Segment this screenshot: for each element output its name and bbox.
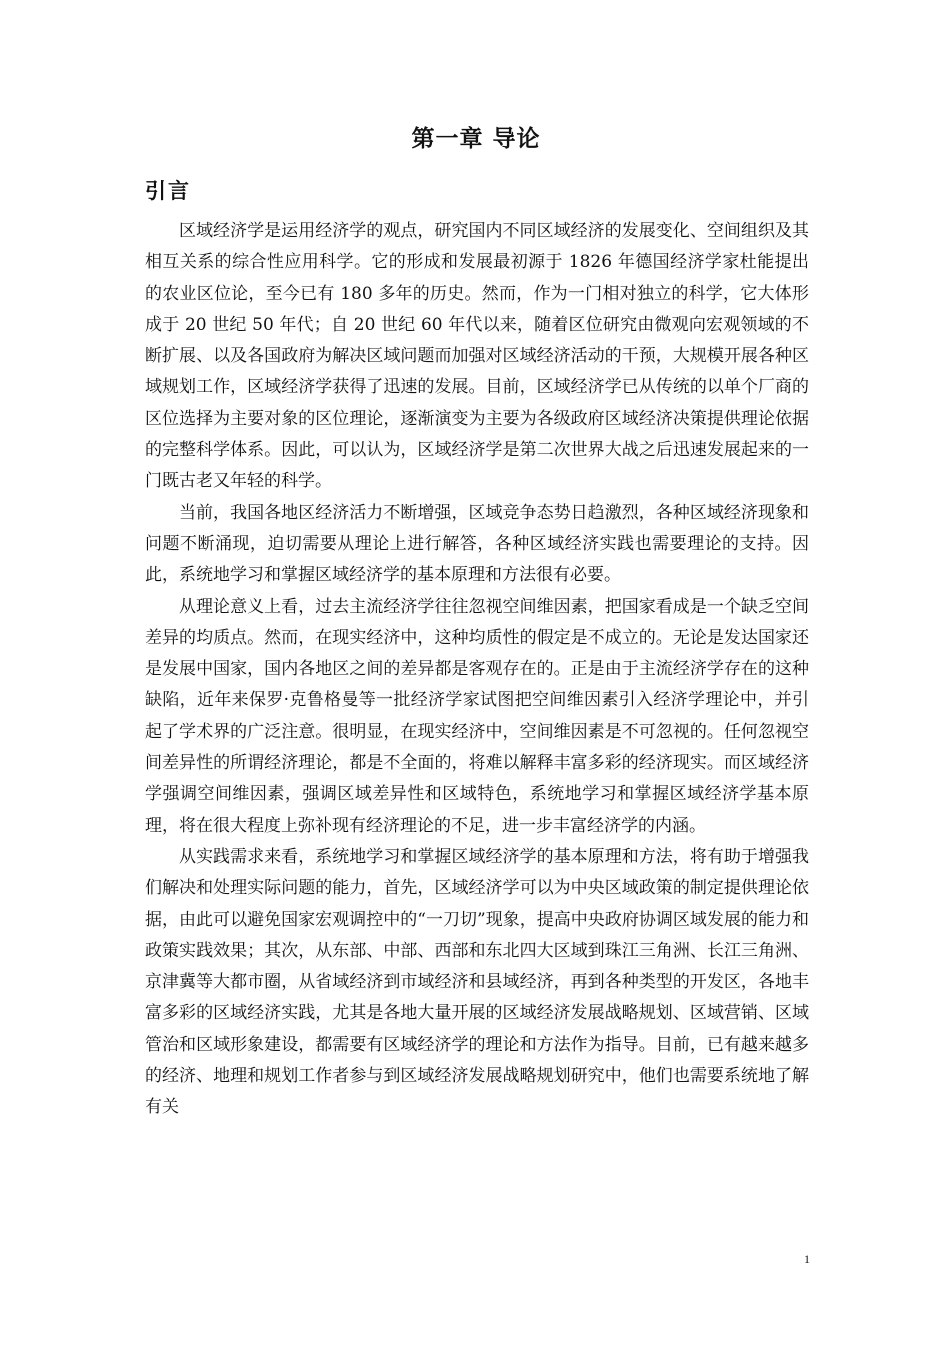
paragraph-practical-demand: 从实践需求来看，系统地学习和掌握区域经济学的基本原理和方法，将有助于增强我们解决和处理实际问题的能力，首先，区域经济学可以为中央区域政策的制定提供理论依据，由此可以避免国家宏观调控中的“一刀切”现象，提高中央政府协调区域发展的能力和政策实践效果；其次，从东部、中部、西部和东北四大区域到珠江三角洲、长江三角洲、京津冀等大都市圈，从省域经济到市域经济和县域经济，再到各种类型的开发区，各地丰富多彩的区域经济实践，尤其是各地大量开展的区域经济发展战略规划、区域营销、区域管治和区域形象建设，都需要有区域经济学的理论和方法作为指导。目前，已有越来越多的经济、地理和规划工作者参与到区域经济发展战略规划研究中，他们也需要系统地了解有关 — [145, 846, 809, 1118]
paragraph-intro: 区域经济学是运用经济学的观点，研究国内不同区域经济的发展变化、空间组织及其相互关系的综合性应用科学。它的形成和发展最初源于 1826 年德国经济学家杜能提出的农业区位论，至今已有 180 多年的历史。然而，作为一门相对独立的科学，它大体形成于 20 世纪 50 年代；自 20 世纪 60 年代以来，随着区位研究由微观向宏观领域的不断扩展、以及各国政府为解决区域问题而加强对区域经济活动的干预，大规模开展各种区域规划工作，区域经济学获得了迅速的发展。目前，区域经济学已从传统的以单个厂商的区位选择为主要对象的区位理论，逐渐演变为主要为各级政府区域经济决策提供理论依据的完整科学体系。因此，可以认为，区域经济学是第二次世界大战之后迅速发展起来的一门既古老又年轻的科学。 — [145, 221, 809, 492]
paragraph-theoretical-significance: 从理论意义上看，过去主流经济学往往忽视空间维因素，把国家看成是一个缺乏空间差异的均质点。然而，在现实经济中，这种均质性的假定是不成立的。无论是发达国家还是发展中国家，国内各地区之间的差异都是客观存在的。正是由于主流经济学存在的这种缺陷，近年来保罗·克鲁格曼等一批经济学家试图把空间维因素引入经济学理论中，并引起了学术界的广泛注意。很明显，在现实经济中，空间维因素是不可忽视的。任何忽视空间差异性的所谓经济理论，都是不全面的，将难以解释丰富多彩的经济现实。而区域经济学强调空间维因素，强调区域差异性和区域特色，系统地学习和掌握区域经济学基本原理，将在很大程度上弥补现有经济理论的不足，进一步丰富经济学的内涵。 — [145, 596, 809, 836]
page-number: 1 — [804, 1252, 810, 1266]
paragraph-current-situation: 当前，我国各地区经济活力不断增强，区域竞争态势日趋激烈，各种区域经济现象和问题不断涌现，迫切需要从理论上进行解答，各种区域经济实践也需要理论的支持。因此，系统地学习和掌握区域经济学的基本原理和方法很有必要。 — [145, 502, 809, 586]
section-title: 引言 — [145, 179, 191, 203]
body-text — [145, 216, 809, 1124]
chapter-title: 第一章 导论 — [411, 126, 541, 152]
